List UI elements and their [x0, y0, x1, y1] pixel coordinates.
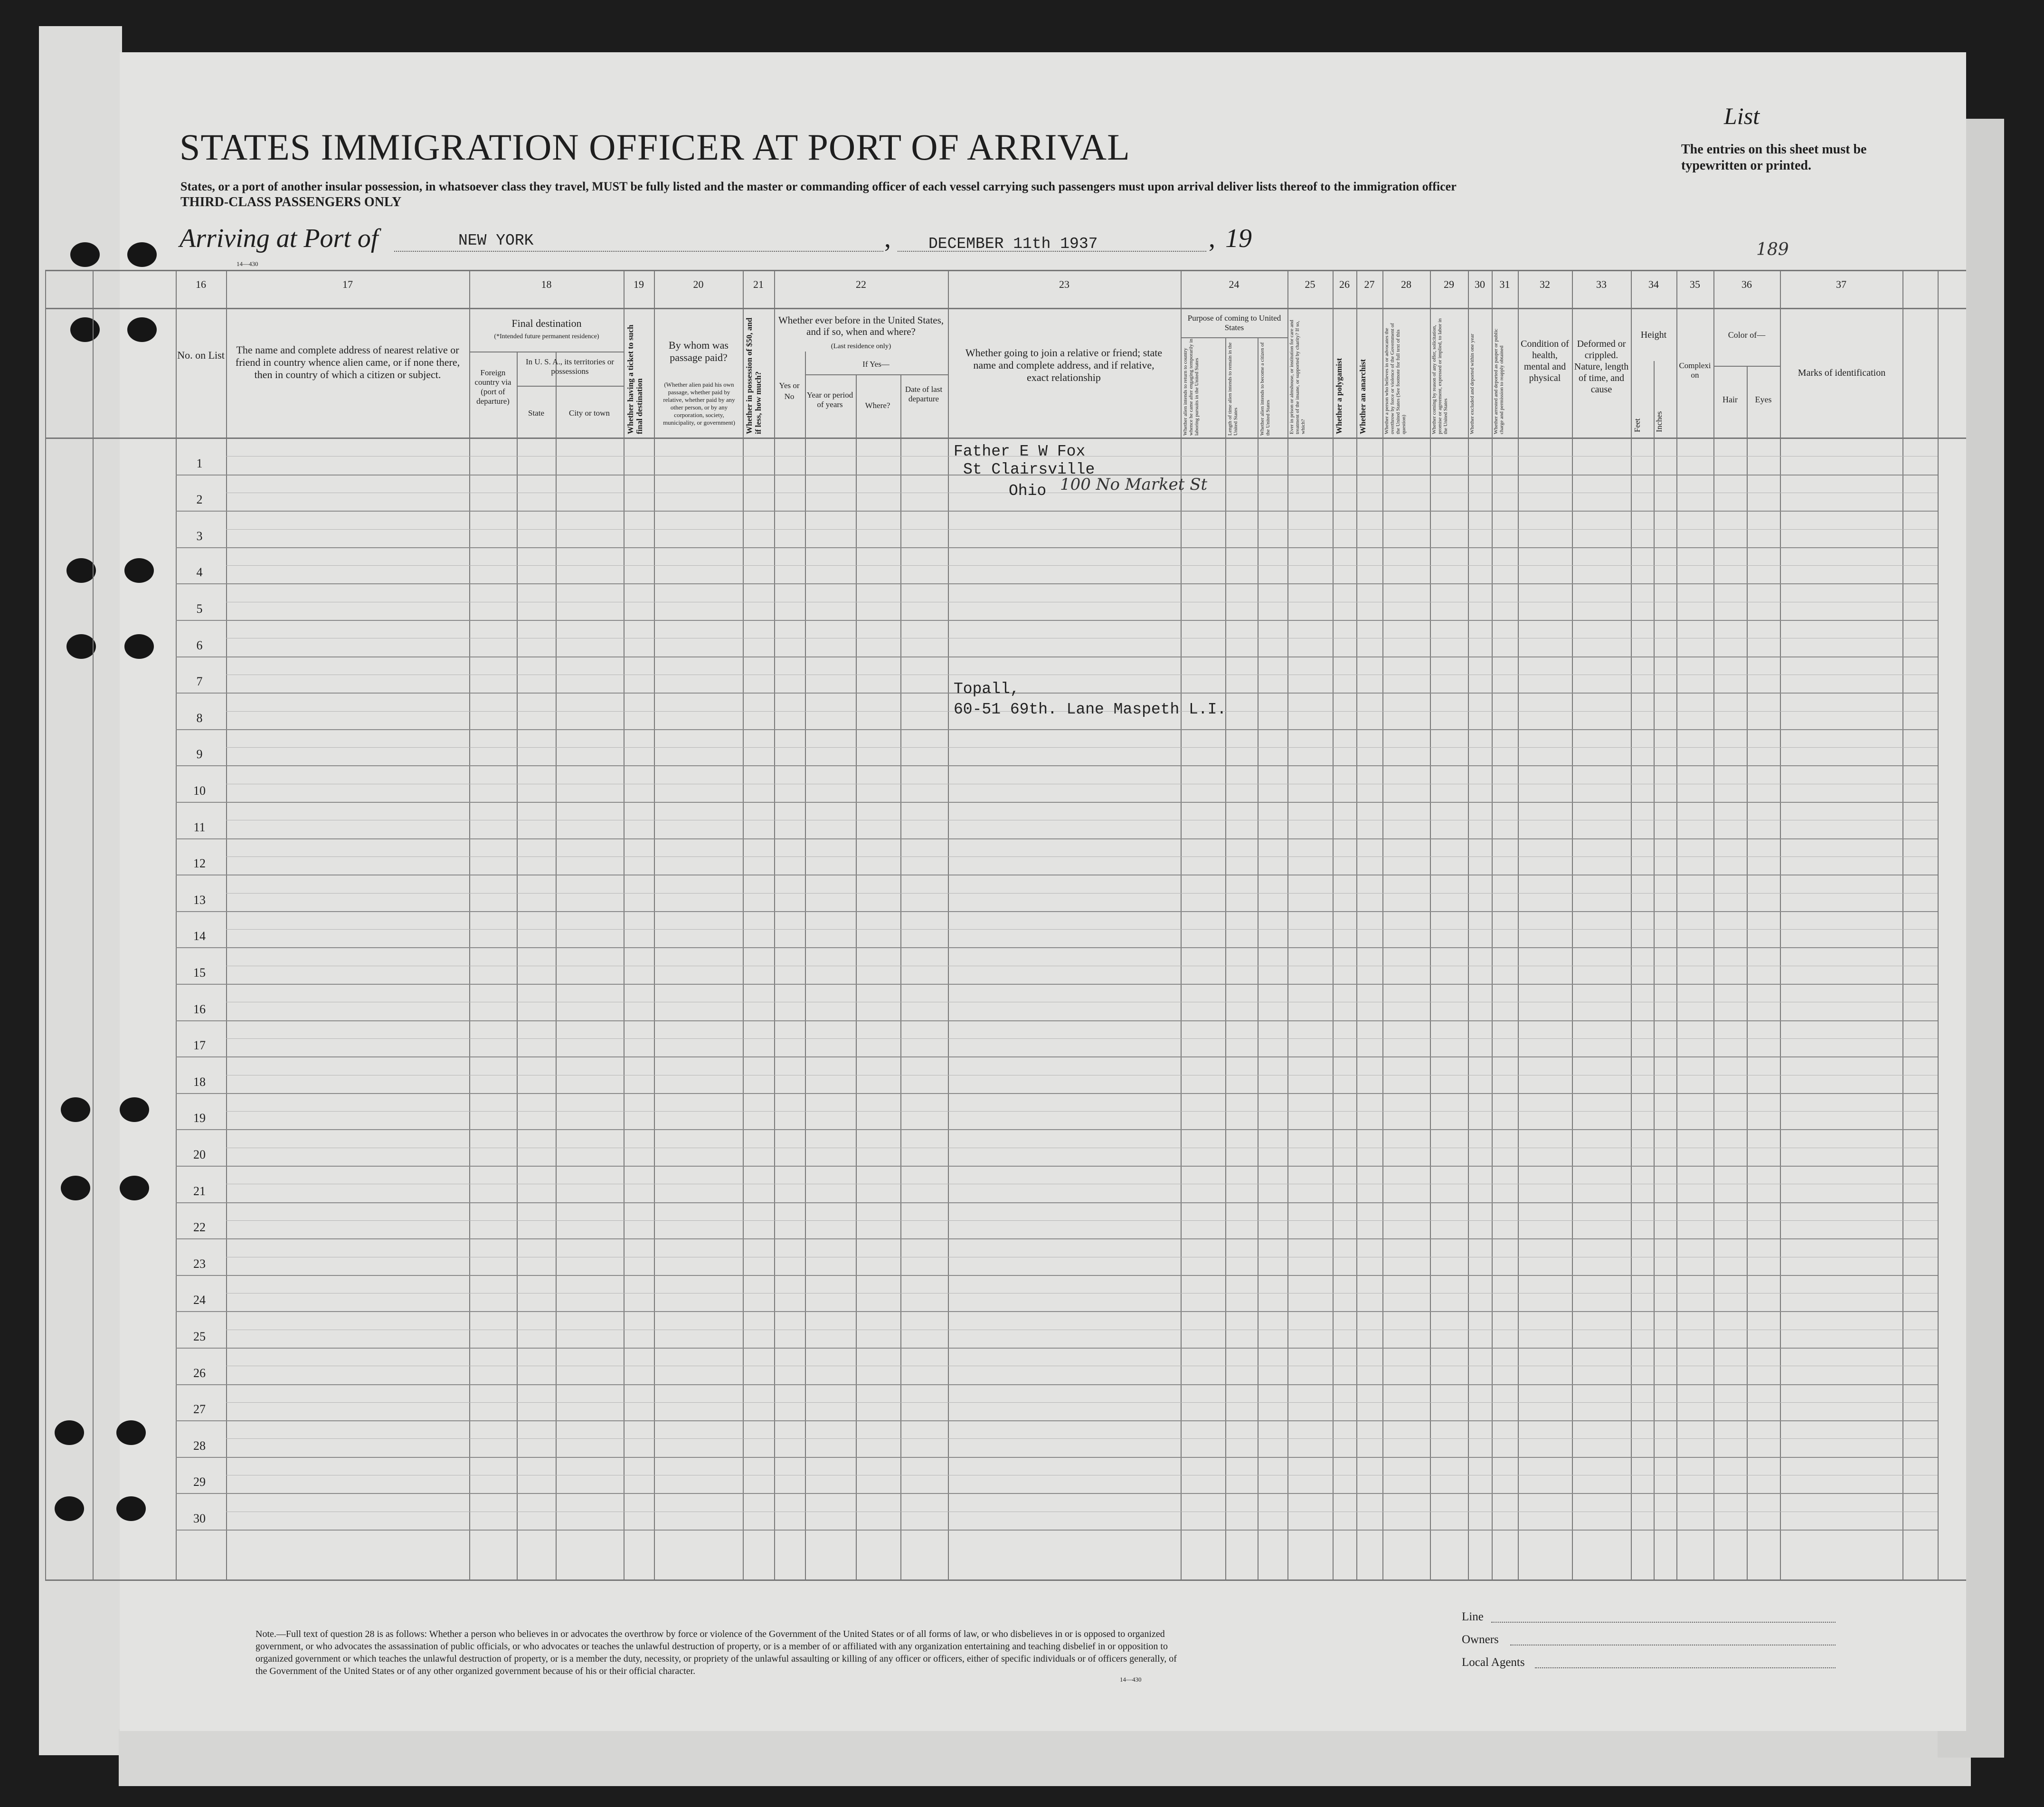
row-rule [176, 1202, 1938, 1203]
header-ever-before-sub: (Last residence only) [831, 342, 891, 350]
header-where: Where? [865, 401, 890, 410]
header-if-yes: If Yes— [862, 360, 890, 369]
row-rule [176, 693, 1938, 694]
header-bottom-border [45, 437, 1966, 439]
header-marks-identification: Marks of identification [1798, 368, 1886, 378]
row-interline [226, 1220, 1938, 1221]
row-rule [176, 1457, 1938, 1458]
binder-hole [61, 1176, 90, 1200]
header-polygamist: Whether a polygamist [1334, 358, 1344, 434]
row-interline [226, 856, 1938, 857]
col-number-18: 18 [541, 278, 552, 290]
entry-row1-town: St Clairsville [963, 461, 1095, 478]
local-agents-label: Local Agents [1462, 1656, 1525, 1669]
column-rule [743, 270, 744, 1580]
column-rule [1518, 270, 1519, 1580]
row-rule [176, 1348, 1938, 1349]
column-rule [1676, 270, 1677, 1580]
column-rule [1181, 270, 1182, 1580]
col-number-22: 22 [856, 278, 866, 290]
underlying-pages [119, 1729, 1971, 1786]
header-overthrow: Whether a person who believes in or advocates the overthrow by force or violence of the Government of the United States (See footnote for full text of this question) [1384, 323, 1407, 434]
header-feet: Feet [1633, 418, 1642, 432]
column-rule [1382, 270, 1383, 1580]
header-deported: Whether arrested and deported as pauper or public charge and permission to reapply obtained [1493, 328, 1505, 434]
col-number-30: 30 [1475, 278, 1485, 290]
header-date-departure: Date of last departure [905, 385, 943, 403]
binder-hole [70, 317, 100, 342]
column-rule [1572, 270, 1573, 1580]
column-rule [469, 270, 470, 1580]
row-rule [176, 511, 1938, 512]
header-purpose-length: Length of time alien intends to remain in the United States [1227, 342, 1239, 436]
col-number-24: 24 [1229, 278, 1240, 290]
row-interline [226, 893, 1938, 894]
row-rule [176, 802, 1938, 803]
column-rule [1430, 270, 1431, 1580]
row-rule [176, 838, 1938, 839]
header-nearest-relative: The name and complete address of nearest relative or friend in country whence alien came, or if none there, then in country of which a citizen or subject. [235, 344, 460, 380]
typewritten-note: The entries on this sheet must be typewritten or printed. [1681, 142, 1867, 173]
form-mark: 14—430 [237, 260, 258, 267]
col-number-35: 35 [1690, 278, 1700, 290]
header-final-destination: Final destination [511, 317, 582, 329]
footnote-form-number: 14—430 [1120, 1676, 1142, 1683]
row-interline [226, 529, 1938, 530]
header-purpose-citizen: Whether alien intends to become a citizen of the United States [1259, 342, 1271, 436]
header-offer-labor: Whether coming by reason of any offer, solicitation, promise or agreement, expressed or implied, to labor in the United States [1431, 318, 1448, 434]
header-deformed: Deformed or crippled. Nature, length of time, and cause [1574, 339, 1629, 395]
header-complexion: Complexion [1679, 361, 1711, 380]
column-rule [1654, 361, 1655, 1580]
col-number-36: 36 [1741, 278, 1752, 290]
row-number: 8 [196, 711, 203, 725]
page-title: STATES IMMIGRATION OFFICER AT PORT OF ARRIVAL [180, 126, 1130, 168]
row-number: 27 [193, 1402, 206, 1416]
row-interline [226, 565, 1938, 566]
col-number-27: 27 [1364, 278, 1375, 290]
local-agents-field [1535, 1667, 1836, 1668]
col-number-31: 31 [1499, 278, 1510, 290]
row-rule [176, 1420, 1938, 1421]
column-rule [1258, 337, 1259, 1580]
header-prison: Ever in prison or almshouse, or institution for care and treatment of the insane, or supported by charity? If so, which? [1289, 320, 1306, 434]
row-number: 17 [193, 1038, 206, 1052]
binder-hole [120, 1097, 149, 1122]
header-city: City or town [569, 409, 610, 418]
row-number: 5 [196, 602, 203, 616]
header-purpose: Purpose of coming to United States [1187, 314, 1281, 332]
col-number-37: 37 [1836, 278, 1846, 290]
row-number: 20 [193, 1148, 206, 1161]
row-number: 16 [193, 1002, 206, 1016]
row-rule [176, 1493, 1938, 1494]
row-number: 25 [193, 1330, 206, 1343]
header-passage-paid-sub: (Whether alien paid his own passage, whether paid by relative, whether paid by any other person, or by any corporation, society, municipality, or government) [663, 381, 735, 426]
table-bottom-border [45, 1579, 1966, 1581]
header-subrule [805, 374, 948, 375]
row-rule [176, 656, 1938, 657]
row-number: 1 [196, 457, 203, 470]
header-purpose-return: Whether alien intends to return to country whence he came after engaging temporarily in laboring pursuits in the United States [1183, 338, 1200, 436]
column-rule [226, 270, 227, 1580]
header-no-on-list: No. on List [177, 349, 225, 361]
header-height: Height [1640, 330, 1667, 340]
column-rule [1492, 270, 1493, 1580]
comma: , [884, 224, 891, 253]
entry-row1-handwritten-address: 100 No Market St [1060, 475, 1208, 494]
row-interline [226, 1038, 1938, 1039]
entry-row7-name: Topall, [954, 680, 1020, 698]
row-number: 28 [193, 1439, 206, 1453]
binder-hole [55, 1496, 84, 1521]
arriving-label: Arriving at Port of [180, 224, 379, 253]
row-number: 22 [193, 1220, 206, 1234]
header-yes-no: Yes or No [779, 381, 800, 401]
binder-hole [55, 1420, 84, 1445]
row-number: 26 [193, 1366, 206, 1380]
col-number-23: 23 [1059, 278, 1069, 290]
header-passage-paid: By whom was passage paid? [669, 339, 729, 363]
column-rule [1902, 270, 1903, 1580]
column-rule [1356, 270, 1357, 1580]
header-health: Condition of health, mental and physical [1521, 339, 1569, 383]
header-year-period: Year or period of years [806, 390, 853, 409]
column-rule [948, 270, 949, 1580]
column-rule [624, 270, 625, 1580]
col-number-26: 26 [1339, 278, 1350, 290]
column-rule [93, 270, 94, 1580]
col-number-33: 33 [1596, 278, 1607, 290]
row-rule [176, 947, 1938, 948]
row-number: 24 [193, 1293, 206, 1307]
col-number-19: 19 [634, 278, 644, 290]
header-ever-before: Whether ever before in the United States, and if so, when and where? [778, 314, 944, 337]
row-rule [176, 547, 1938, 548]
port-line [394, 251, 883, 252]
row-rule [176, 765, 1938, 766]
year-prefix: 19 [1225, 224, 1252, 253]
row-number: 23 [193, 1257, 206, 1271]
binder-hole [116, 1496, 146, 1521]
line-field [1491, 1622, 1836, 1623]
col-number-16: 16 [196, 278, 206, 290]
row-interline [226, 1402, 1938, 1403]
row-number: 3 [196, 529, 203, 543]
row-number: 12 [193, 856, 206, 870]
col-number-29: 29 [1444, 278, 1454, 290]
binder-hole [66, 558, 96, 583]
row-number: 6 [196, 638, 203, 652]
header-hair: Hair [1722, 395, 1738, 404]
row-rule [176, 620, 1938, 621]
owners-label: Owners [1462, 1633, 1499, 1646]
passenger-class: THIRD-CLASS PASSENGERS ONLY [180, 195, 402, 209]
row-rule [176, 1166, 1938, 1167]
table-top-border [45, 270, 1966, 271]
row-number: 7 [196, 675, 203, 688]
binder-hole [70, 242, 100, 267]
manifest-sheet [120, 52, 1966, 1731]
row-interline [226, 1111, 1938, 1112]
header-foreign-country: Foreign country via (port of departure) [474, 368, 511, 406]
binder-hole [127, 317, 157, 342]
row-rule [176, 1020, 1938, 1021]
column-rule [1631, 270, 1632, 1580]
header-in-usa: In U. S. A., its territories or possessions [525, 357, 615, 376]
row-interline [226, 929, 1938, 930]
column-rule [45, 270, 46, 1580]
col-number-21: 21 [753, 278, 764, 290]
list-label: List [1724, 103, 1760, 129]
row-rule [176, 984, 1938, 985]
row-number: 30 [193, 1512, 206, 1525]
row-number: 13 [193, 893, 206, 907]
row-rule [176, 1056, 1938, 1057]
entry-row1-state: Ohio [1009, 482, 1047, 500]
column-rule [1225, 337, 1226, 1580]
row-rule [176, 911, 1938, 912]
header-anarchist: Whether an anarchist [1358, 359, 1367, 434]
row-rule [176, 1311, 1938, 1312]
binder-hole [127, 242, 157, 267]
header-color-of: Color of— [1728, 330, 1766, 340]
row-rule [176, 583, 1938, 584]
binder-hole [116, 1420, 146, 1445]
footnote-question-28: Note.—Full text of question 28 is as follows: Whether a person who believes in or advocates the overthrow by force or violence of the Government of the United States or of all forms of law, or who disbelieves in or is opposed to organized government, or who advocates the assassination of public officials, or who advocates or teaches the unlawful destruction of property, or is a member of or affiliated with any organization entertaining and teaching disbelief in or opposition to organized government or which teaches the unlawful destruction of property, or is a member the duty, necessity, or propriety of the unlawful assaulting or killing of any officer or officers, either of specific individuals or of officers generally, of the Government of the United States or of any other organized government because of his or their official character. [256, 1629, 1177, 1676]
row-interline [226, 1438, 1938, 1439]
row-number: 15 [193, 966, 206, 980]
row-number: 14 [193, 929, 206, 943]
line-label: Line [1462, 1610, 1484, 1623]
instruction-line: States, or a port of another insular possession, in whatsoever class they travel, MUST be fully listed and the master or commanding officer of each vessel carrying such passengers must upon arrival deliver lists thereof to the immigration officer [180, 180, 1457, 193]
column-number-border [45, 308, 1966, 309]
row-number: 9 [196, 747, 203, 761]
row-rule [176, 1275, 1938, 1276]
column-rule [654, 270, 655, 1580]
row-number: 21 [193, 1184, 206, 1198]
header-inches: Inches [1655, 411, 1664, 432]
binder-hole [61, 1097, 90, 1122]
header-subrule [517, 386, 624, 387]
column-rule [1713, 270, 1714, 1580]
header-excluded: Whether excluded and deported within one year [1469, 333, 1475, 434]
row-rule [176, 1384, 1938, 1385]
row-rule [176, 1238, 1938, 1239]
previous-page-edge [39, 26, 122, 1755]
column-rule [856, 375, 857, 1580]
row-number: 29 [193, 1475, 206, 1489]
binder-hole [124, 558, 154, 583]
column-rule [1938, 270, 1939, 1580]
column-rule [1780, 270, 1781, 1580]
row-rule [176, 1129, 1938, 1130]
row-number: 11 [193, 820, 206, 834]
header-state: State [528, 409, 544, 418]
column-rule [1333, 270, 1334, 1580]
column-rule [1287, 270, 1288, 1580]
col-number-32: 32 [1540, 278, 1550, 290]
entry-row7-address: 60-51 69th. Lane Maspeth L.I. [954, 701, 1227, 718]
binder-hole [124, 634, 154, 659]
row-interline [226, 747, 1938, 748]
header-subrule [1713, 366, 1780, 367]
comma2: , [1209, 224, 1215, 253]
row-rule [176, 729, 1938, 730]
col-number-17: 17 [342, 278, 353, 290]
column-rule [900, 375, 901, 1580]
row-rule [176, 1530, 1938, 1531]
row-number: 4 [196, 565, 203, 579]
row-rule [176, 1093, 1938, 1094]
column-rule [1468, 270, 1469, 1580]
port-value: NEW YORK [458, 232, 534, 249]
col-number-25: 25 [1305, 278, 1315, 290]
row-number: 2 [196, 493, 203, 506]
header-ticket: Whether having a ticket to such final destination [626, 324, 644, 434]
entry-row1-name: Father E W Fox [954, 443, 1086, 460]
col-number-28: 28 [1401, 278, 1411, 290]
header-eyes: Eyes [1755, 395, 1772, 404]
col-number-20: 20 [693, 278, 704, 290]
col-number-34: 34 [1648, 278, 1659, 290]
column-rule [774, 270, 775, 1580]
header-final-destination-sub: (*Intended future permanent residence) [494, 333, 599, 340]
row-number: 18 [193, 1075, 206, 1089]
binder-hole [66, 634, 96, 659]
date-value: DECEMBER 11th 1937 [928, 235, 1098, 253]
header-join-relative: Whether going to join a relative or friend; state name and complete address, and if relative, exact relationship [965, 347, 1163, 383]
row-number: 19 [193, 1111, 206, 1125]
row-number: 10 [193, 784, 206, 798]
page-mark: 189 [1756, 240, 1789, 259]
header-possession-50: Whether in possession of $50, and if less, how much? [745, 317, 763, 434]
binder-hole [120, 1176, 149, 1200]
